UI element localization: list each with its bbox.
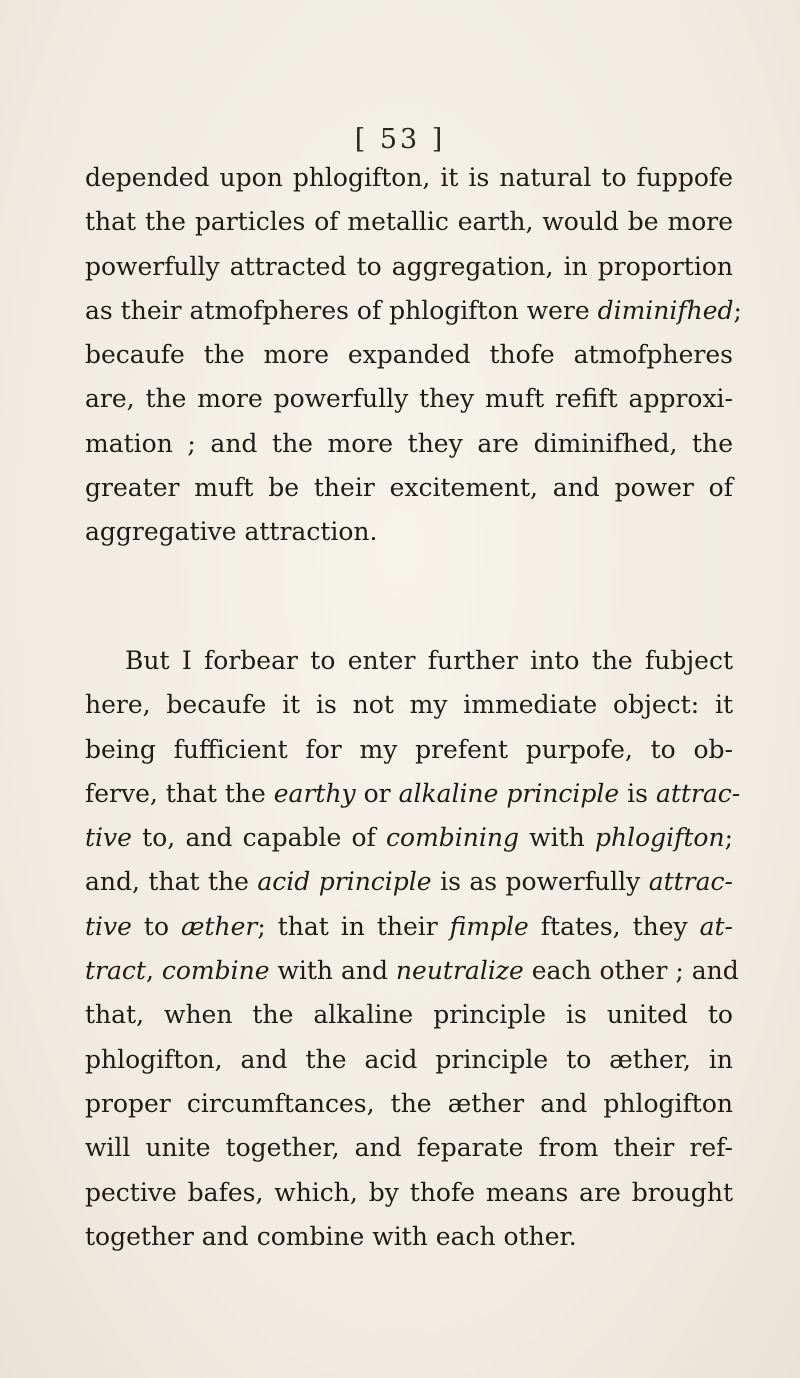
italic-text: diminifhed [597, 295, 734, 325]
text-segment: greater muft be their excitement, and power of [85, 473, 733, 503]
text-line [85, 333, 733, 377]
italic-text: alkaline principle [398, 778, 620, 808]
text-segment: or [355, 778, 399, 808]
paragraph-2 [85, 639, 741, 1259]
italic-text: fimple [449, 911, 529, 941]
text-segment: with and [269, 956, 396, 986]
text-segment: is as powerfully [431, 867, 649, 897]
text-line [85, 949, 739, 993]
page-number: [ 53 ] [354, 124, 446, 155]
text-segment: together and combine with each other. [85, 1221, 577, 1251]
text-segment: ftates, they [528, 911, 700, 941]
text-segment: phlogifton, and the acid principle to æther, in [85, 1044, 733, 1074]
text-line [85, 289, 742, 333]
text-segment: to [131, 911, 181, 941]
text-segment: is [619, 778, 656, 808]
text-segment: and, that the [85, 867, 258, 897]
text-segment: will unite together, and feparate from their ref- [85, 1133, 733, 1163]
text-line [85, 1215, 733, 1259]
text-line [85, 156, 733, 200]
text-line [85, 1171, 733, 1215]
italic-text: acid principle [257, 867, 432, 897]
italic-text: attrac- [655, 778, 741, 808]
text-segment: powerfully attracted to aggregation, in proportion [85, 251, 733, 281]
text-line [85, 245, 733, 289]
text-line [85, 772, 741, 816]
text-line [85, 1126, 733, 1170]
text-segment: mation ; and the more they are diminifhed, the [85, 428, 733, 458]
italic-text: attrac- [648, 867, 733, 897]
text-segment: ; [724, 823, 734, 853]
italic-text: phlogifton [594, 823, 725, 853]
italic-text: tract [85, 956, 146, 986]
text-segment: ; that in their [257, 911, 450, 941]
text-segment: pective bafes, which, by thofe means are brought [85, 1177, 733, 1207]
text-segment: here, becaufe it is not my immediate object: it [85, 690, 733, 720]
text-line [85, 377, 733, 421]
text-line [85, 860, 733, 904]
text-segment: each other ; and [523, 956, 739, 986]
text-segment: as their atmofpheres of phlogifton were [85, 295, 598, 325]
text-segment: ; [733, 295, 742, 325]
italic-text: combining [386, 823, 519, 853]
italic-text: æther [180, 911, 258, 941]
italic-text: tive [85, 911, 132, 941]
text-segment: to, and capable of [131, 823, 387, 853]
text-segment: , [145, 956, 162, 986]
text-segment: ferve, that the [85, 778, 274, 808]
text-segment: depended upon phlogifton, it is natural to fuppofe [85, 163, 733, 192]
text-line [85, 1082, 733, 1126]
text-line [85, 422, 733, 466]
text-line [85, 905, 733, 949]
text-line [85, 510, 733, 554]
text-line [85, 728, 733, 772]
paragraph-1 [85, 156, 742, 555]
text-segment: that the particles of metallic earth, would be more [85, 207, 733, 237]
text-segment: becaufe the more expanded thofe atmofpheres [85, 340, 733, 370]
text-segment: are, the more powerfully they muft refift approxi- [85, 384, 733, 414]
text-segment: that, when the alkaline principle is united to [85, 1000, 733, 1030]
text-line [85, 1038, 733, 1082]
text-line [85, 816, 733, 860]
italic-text: neutralize [395, 956, 524, 986]
text-line [85, 639, 733, 683]
text-segment: aggregative attraction. [85, 517, 378, 547]
text-segment: being fufficient for my prefent purpofe, to ob- [85, 734, 733, 764]
text-line [85, 683, 733, 727]
italic-text: tive [85, 823, 132, 853]
text-segment: But I forbear to enter further into the fubject [125, 646, 733, 675]
text-line [85, 200, 733, 244]
text-segment: with [518, 823, 595, 853]
italic-text: earthy [273, 778, 356, 808]
italic-text: at- [699, 911, 733, 941]
text-line [85, 993, 733, 1037]
text-segment: proper circumftances, the æther and phlogifton [85, 1088, 733, 1118]
text-line [85, 466, 733, 510]
italic-text: combine [161, 956, 270, 986]
